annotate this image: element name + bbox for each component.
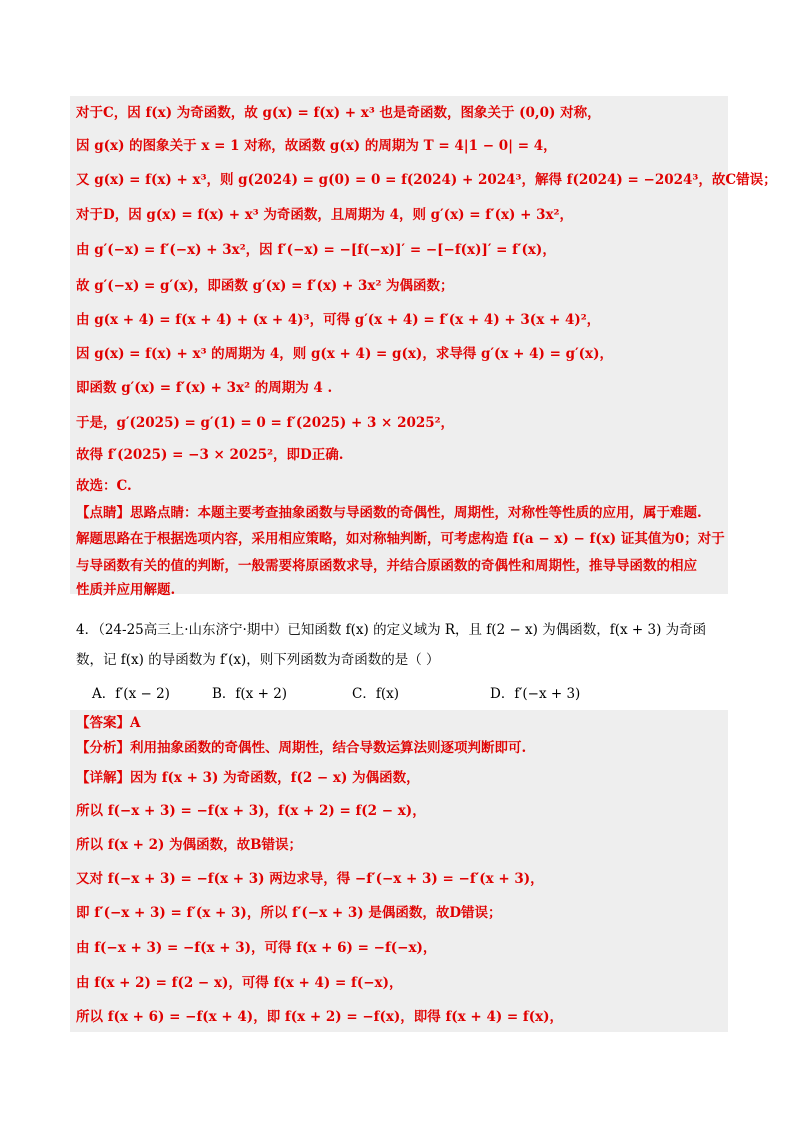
solution-line: 因 g(x) = f(x) + x³ 的周期为 4，则 g(x + 4) = g(x)，求导得 g′(x + 4) = g′(x)，: [76, 346, 613, 362]
solution-line: 对于D，因 g(x) = f(x) + x³ 为奇函数，且周期为 4，则 g′(x) = f′(x) + 3x²，: [76, 207, 573, 223]
solution-line: 故选：C.: [76, 478, 132, 494]
solution-line: 由 g′(−x) = f′(−x) + 3x²，因 f′(−x) = −[f(−x)]′ = −[−f(x)]′ = f′(x)，: [76, 242, 556, 258]
analysis-line: 【分析】利用抽象函数的奇偶性、周期性，结合导数运算法则逐项判断即可.: [76, 740, 527, 756]
solution-line: 故得 f′(2025) = −3 × 2025²，即D正确.: [76, 447, 344, 463]
answer-line: 【答案】A: [76, 715, 141, 731]
detail-line: 所以 f(−x + 3) = −f(x + 3)，f(x + 2) = f(2 − x)，: [76, 803, 426, 819]
solution-line: 于是，g′(2025) = g′(1) = 0 = f′(2025) + 3 × 2025²，: [76, 415, 455, 431]
detail-line: 所以 f(x + 6) = −f(x + 4)，即 f(x + 2) = −f(x)，即得 f(x + 4) = f(x)，: [76, 1009, 564, 1025]
solution-line: 对于C，因 f(x) 为奇函数，故 g(x) = f(x) + x³ 也是奇函数，图象关于 (0,0) 对称，: [76, 105, 601, 121]
solution-line: 由 g(x + 4) = f(x + 4) + (x + 4)³，可得 g′(x + 4) = f′(x + 4) + 3(x + 4)²，: [76, 312, 601, 328]
detail-line: 由 f(x + 2) = f(2 − x)，可得 f(x + 4) = f(−x)，: [76, 975, 403, 991]
remark-line: 与导函数有关的值的判断，一般需要将原函数求导，并结合原函数的奇偶性和周期性，推导导函数的相应: [76, 558, 697, 574]
solution-line: 因 g(x) 的图象关于 x = 1 对称，故函数 g(x) 的周期为 T = 4|1 − 0| = 4，: [76, 138, 557, 154]
solution-line: 又 g(x) = f(x) + x³，则 g(2024) = g(0) = 0 = f(2024) + 2024³，解得 f(2024) = −2024³，故C错误；: [76, 172, 777, 188]
detail-line: 即 f′(−x + 3) = f′(x + 3)，所以 f′(−x + 3) 是偶函数，故D错误；: [76, 905, 502, 921]
detail-line: 又对 f(−x + 3) = −f(x + 3) 两边求导，得 −f′(−x + 3) = −f′(x + 3)，: [76, 871, 544, 887]
solution-line: 故 g′(−x) = g′(x)，即函数 g′(x) = f′(x) + 3x² 为偶函数；: [76, 278, 454, 294]
option-b: B．f(x + 2): [212, 686, 288, 702]
detail-line: 【详解】因为 f(x + 3) 为奇函数，f(2 − x) 为偶函数，: [76, 770, 420, 786]
option-d: D．f′(−x + 3): [490, 686, 581, 702]
question-stem-line-1: 4．（24-25高三上·山东济宁·期中）已知函数 f(x) 的定义域为 R，且 f(2 − x) 为偶函数，f(x + 3) 为奇函: [76, 622, 707, 638]
remark-line: 性质并应用解题.: [76, 582, 176, 598]
detail-line: 所以 f(x + 2) 为偶函数，故B错误；: [76, 837, 303, 853]
question-stem-line-2: 数，记 f(x) 的导函数为 f′(x)，则下列函数为奇函数的是（ ）: [76, 652, 440, 668]
remark-line: 【点睛】思路点睛：本题主要考查抽象函数与导函数的奇偶性，周期性，对称性等性质的应用，属于难题.: [76, 505, 702, 521]
option-a: A．f′(x − 2): [92, 686, 170, 702]
detail-line: 由 f(−x + 3) = −f(x + 3)，可得 f(x + 6) = −f(−x)，: [76, 940, 437, 956]
option-c: C．f(x): [352, 686, 399, 702]
remark-line: 解题思路在于根据选项内容，采用相应策略，如对称轴判断，可考虑构造 f(a − x) − f(x) 证其值为0；对于: [76, 531, 725, 547]
solution-line: 即函数 g′(x) = f′(x) + 3x² 的周期为 4 .: [76, 380, 333, 396]
